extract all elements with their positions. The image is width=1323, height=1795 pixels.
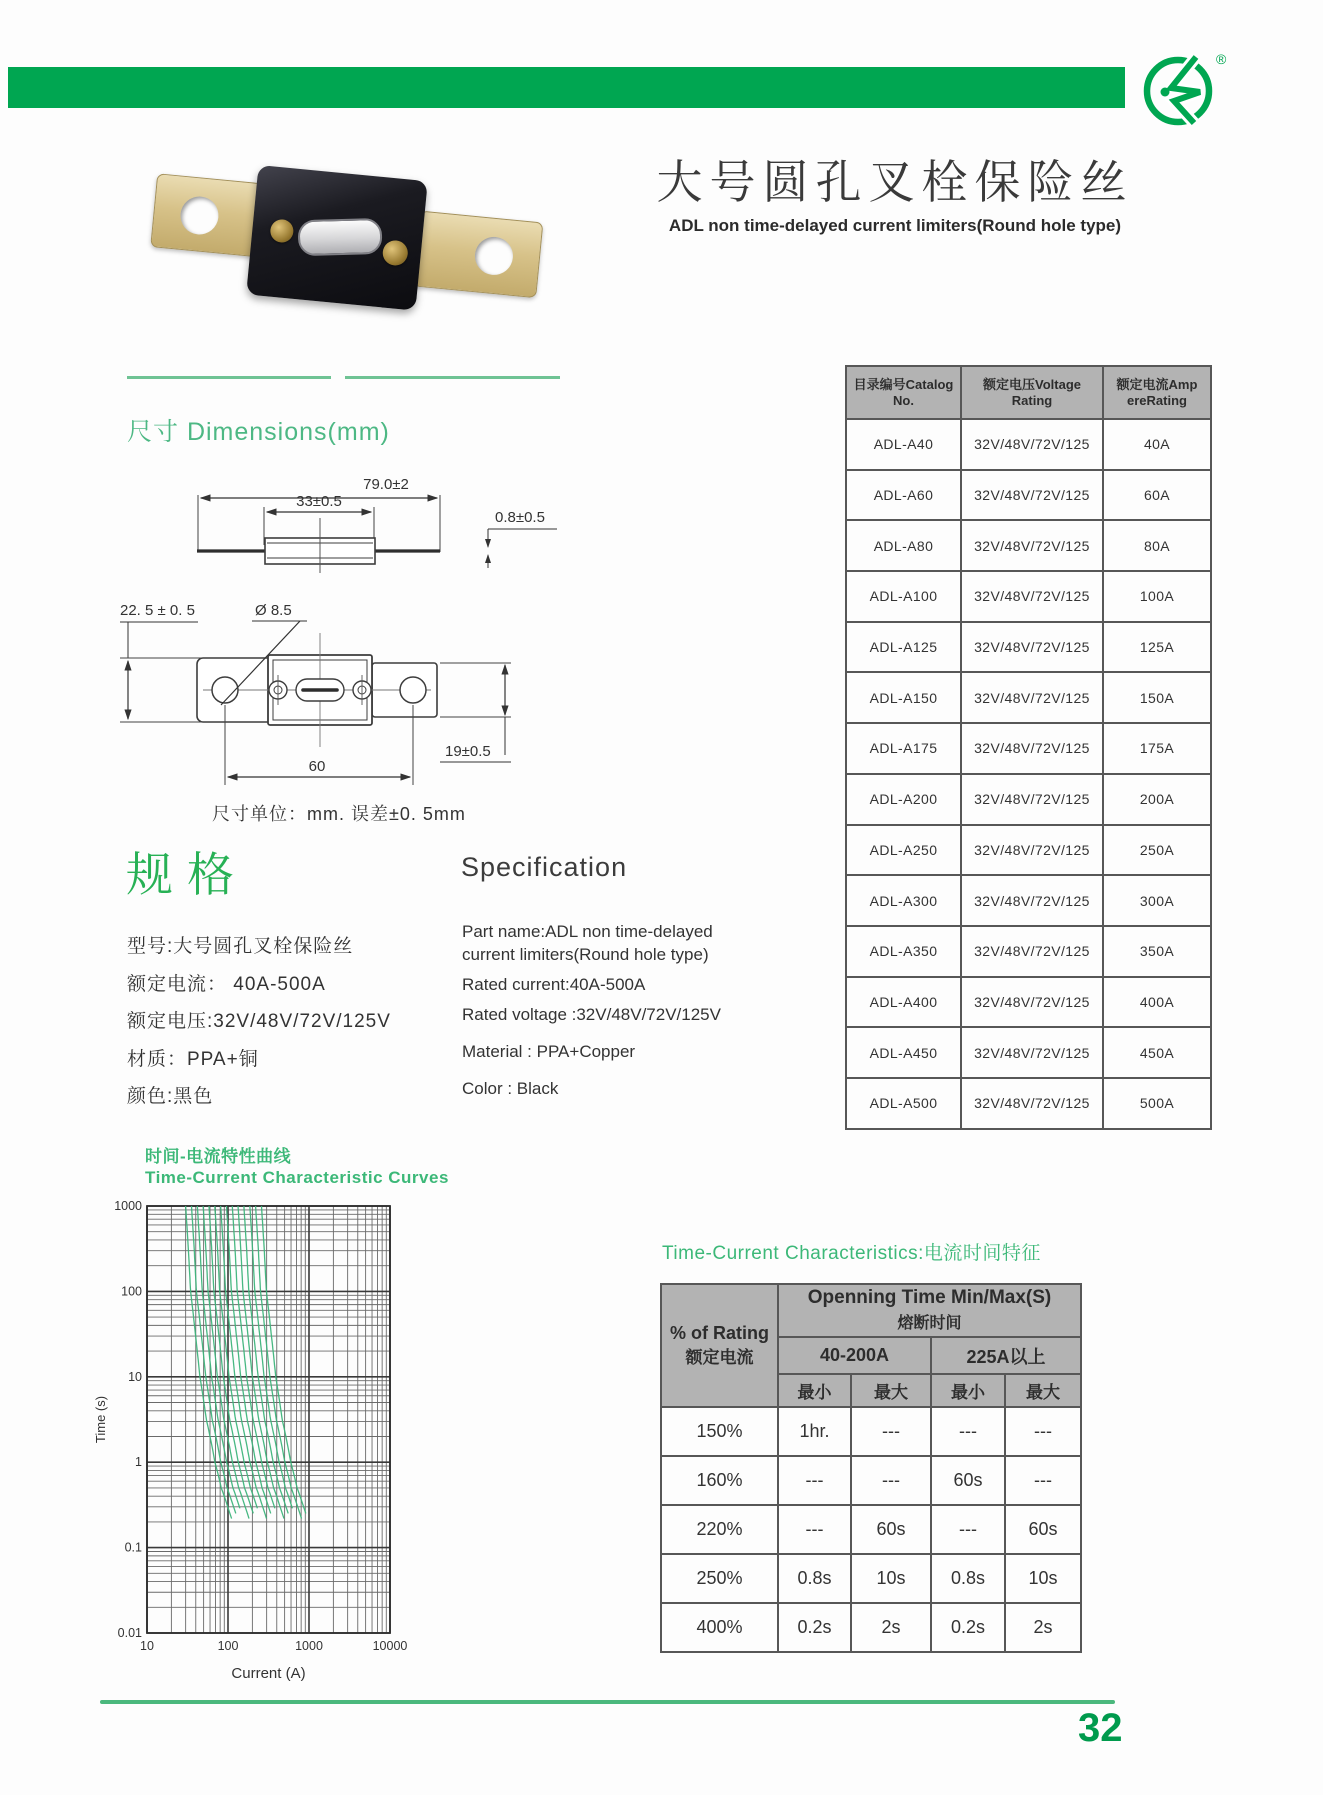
dimension-label-plate-width: 22. 5 ± 0. 5 bbox=[120, 602, 195, 619]
tcc-cell: 2s bbox=[851, 1603, 931, 1652]
catalog-amp: 100A bbox=[1103, 571, 1211, 622]
catalog-amp: 400A bbox=[1103, 977, 1211, 1028]
chart-heading-cn: 时间-电流特性曲线 bbox=[145, 1147, 292, 1166]
catalog-voltage: 32V/48V/72V/125 bbox=[961, 875, 1103, 926]
catalog-amp: 175A bbox=[1103, 723, 1211, 774]
table-row bbox=[846, 1078, 1211, 1129]
page-title-cn: 大号圆孔叉栓保险丝 bbox=[656, 156, 1134, 208]
catalog-model: ADL-A40 bbox=[846, 419, 961, 470]
tcc-header-max-2: 最大 bbox=[1005, 1374, 1081, 1407]
svg-text:1: 1 bbox=[135, 1455, 142, 1470]
catalog-voltage: 32V/48V/72V/125 bbox=[961, 926, 1103, 977]
tcc-cell: --- bbox=[931, 1505, 1005, 1554]
dimension-drawing bbox=[95, 455, 575, 805]
fuse-right-hole bbox=[473, 235, 514, 276]
catalog-voltage: 32V/48V/72V/125 bbox=[961, 672, 1103, 723]
tcc-percent: 400% bbox=[661, 1603, 778, 1652]
fuse-left-hole bbox=[179, 195, 220, 236]
y-axis-label: Time (s) bbox=[93, 1395, 108, 1444]
footer-divider bbox=[100, 1700, 1115, 1704]
table-row bbox=[846, 571, 1211, 622]
catalog-voltage: 32V/48V/72V/125 bbox=[961, 1027, 1103, 1078]
catalog-amp: 150A bbox=[1103, 672, 1211, 723]
catalog-voltage: 32V/48V/72V/125 bbox=[961, 723, 1103, 774]
table-row bbox=[846, 723, 1211, 774]
time-current-chart bbox=[85, 1193, 440, 1685]
catalog-amp: 500A bbox=[1103, 1078, 1211, 1129]
catalog-voltage: 32V/48V/72V/125 bbox=[961, 520, 1103, 571]
catalog-model: ADL-A350 bbox=[846, 926, 961, 977]
header-green-bar bbox=[8, 67, 1125, 108]
dimension-label-hole-pitch: 60 bbox=[308, 758, 326, 775]
divider-line bbox=[127, 376, 331, 379]
spec-cn-color: 颜色:黑色 bbox=[127, 1086, 214, 1107]
tcc-cell: 10s bbox=[851, 1554, 931, 1603]
catalog-voltage: 32V/48V/72V/125 bbox=[961, 1078, 1103, 1129]
fuse-window bbox=[298, 218, 383, 256]
svg-text:10000: 10000 bbox=[372, 1639, 408, 1653]
catalog-model: ADL-A60 bbox=[846, 470, 961, 521]
svg-text:1000: 1000 bbox=[295, 1639, 323, 1653]
dimensions-heading: 尺寸 Dimensions(mm) bbox=[127, 418, 390, 446]
tcc-header-rating: % of Rating 额定电流 bbox=[661, 1284, 778, 1407]
tcc-cell: --- bbox=[931, 1407, 1005, 1456]
table-row bbox=[846, 520, 1211, 571]
table-row bbox=[661, 1407, 1081, 1456]
svg-text:0.01: 0.01 bbox=[117, 1626, 142, 1640]
svg-text:0.1: 0.1 bbox=[124, 1540, 142, 1555]
catalog-amp: 200A bbox=[1103, 774, 1211, 825]
catalog-model: ADL-A150 bbox=[846, 672, 961, 723]
spec-en-color: Color : Black bbox=[462, 1079, 559, 1098]
catalog-model: ADL-A250 bbox=[846, 825, 961, 876]
catalog-voltage: 32V/48V/72V/125 bbox=[961, 419, 1103, 470]
catalog-amp: 60A bbox=[1103, 470, 1211, 521]
catalog-amp: 300A bbox=[1103, 875, 1211, 926]
catalog-model: ADL-A400 bbox=[846, 977, 961, 1028]
spec-cn-voltage: 额定电压:32V/48V/72V/125V bbox=[127, 1011, 391, 1032]
catalog-header-model: 目录编号Catalog No. bbox=[846, 366, 961, 419]
table-row bbox=[661, 1505, 1081, 1554]
catalog-header-row bbox=[846, 366, 1211, 419]
tcc-percent: 250% bbox=[661, 1554, 778, 1603]
catalog-amp: 80A bbox=[1103, 520, 1211, 571]
spec-en-lines bbox=[462, 920, 738, 1107]
spec-en-heading: Specification bbox=[461, 852, 628, 882]
tcc-cell: 0.2s bbox=[931, 1603, 1005, 1652]
tcc-header-max-1: 最大 bbox=[851, 1374, 931, 1407]
tcc-cell: --- bbox=[1005, 1456, 1081, 1505]
registered-mark: ® bbox=[1216, 51, 1227, 67]
spec-cn-model: 型号:大号圆孔叉栓保险丝 bbox=[127, 936, 354, 957]
tcc-percent: 220% bbox=[661, 1505, 778, 1554]
tcc-cell: 1hr. bbox=[778, 1407, 851, 1456]
catalog-amp: 450A bbox=[1103, 1027, 1211, 1078]
tcc-header-group-low: 40-200A bbox=[778, 1337, 931, 1374]
tcc-header-min-2: 最小 bbox=[931, 1374, 1005, 1407]
tcc-cell: 0.2s bbox=[778, 1603, 851, 1652]
tcc-percent: 150% bbox=[661, 1407, 778, 1456]
tcc-cell: 60s bbox=[851, 1505, 931, 1554]
tcc-cell: 10s bbox=[1005, 1554, 1081, 1603]
catalog-voltage: 32V/48V/72V/125 bbox=[961, 470, 1103, 521]
tcc-cell: --- bbox=[851, 1407, 931, 1456]
product-photo bbox=[146, 155, 547, 324]
tcc-header-opening-time: Openning Time Min/Max(S) 熔断时间 bbox=[778, 1284, 1081, 1337]
dimension-label-terminal-width: 19±0.5 bbox=[445, 743, 491, 760]
spec-cn-lines bbox=[127, 928, 391, 1116]
table-row bbox=[661, 1456, 1081, 1505]
tcc-cell: 60s bbox=[931, 1456, 1005, 1505]
catalog-model: ADL-A450 bbox=[846, 1027, 961, 1078]
catalog-model: ADL-A80 bbox=[846, 520, 961, 571]
table-row bbox=[846, 1027, 1211, 1078]
spec-en-part-name: Part name:ADL non time-delayed current limiters(Round hole type) bbox=[462, 922, 713, 964]
table-row bbox=[661, 1554, 1081, 1603]
tcc-cell: 0.8s bbox=[931, 1554, 1005, 1603]
table-row bbox=[846, 419, 1211, 470]
tcc-cell: --- bbox=[1005, 1407, 1081, 1456]
dimension-label-overall-length: 79.0±2 bbox=[363, 476, 409, 493]
tcc-cell: 0.8s bbox=[778, 1554, 851, 1603]
catalog-model: ADL-A125 bbox=[846, 622, 961, 673]
spec-cn-current: 额定电流： 40A-500A bbox=[127, 973, 326, 995]
svg-text:100: 100 bbox=[121, 1284, 142, 1299]
catalog-voltage: 32V/48V/72V/125 bbox=[961, 977, 1103, 1028]
tcc-heading: Time-Current Characteristics:电流时间特征 bbox=[662, 1243, 1041, 1264]
spec-cn-heading: 规格 bbox=[126, 848, 248, 901]
table-row bbox=[846, 470, 1211, 521]
tcc-header-group-high: 225A以上 bbox=[931, 1337, 1081, 1374]
logo-dot bbox=[1161, 88, 1170, 97]
catalog-amp: 250A bbox=[1103, 825, 1211, 876]
dimension-label-thickness: 0.8±0.5 bbox=[495, 509, 545, 526]
catalog-model: ADL-A175 bbox=[846, 723, 961, 774]
catalog-voltage: 32V/48V/72V/125 bbox=[961, 622, 1103, 673]
tcc-header-min-1: 最小 bbox=[778, 1374, 851, 1407]
catalog-amp: 40A bbox=[1103, 419, 1211, 470]
x-axis-label: Current (A) bbox=[231, 1665, 306, 1682]
chart-heading-en: Time-Current Characteristic Curves bbox=[145, 1168, 449, 1187]
divider-line bbox=[345, 376, 560, 379]
spec-cn-material: 材质：PPA+铜 bbox=[127, 1048, 259, 1070]
dimension-label-body-length: 33±0.5 bbox=[296, 493, 342, 510]
table-row bbox=[846, 672, 1211, 723]
tcc-cell: --- bbox=[851, 1456, 931, 1505]
catalog-header-amp: 额定电流Amp ereRating bbox=[1103, 366, 1211, 419]
svg-text:1000: 1000 bbox=[114, 1199, 142, 1213]
dimension-note: 尺寸单位：mm. 误差±0. 5mm bbox=[212, 804, 466, 824]
tcc-percent: 160% bbox=[661, 1456, 778, 1505]
table-row bbox=[846, 977, 1211, 1028]
catalog-header-voltage: 额定电压Voltage Rating bbox=[961, 366, 1103, 419]
tcc-cell: --- bbox=[778, 1505, 851, 1554]
fuse-right-terminal bbox=[413, 211, 544, 299]
tcc-cell: 60s bbox=[1005, 1505, 1081, 1554]
table-row bbox=[846, 926, 1211, 977]
spec-en-rated-voltage: Rated voltage :32V/48V/72V/125V bbox=[462, 1005, 721, 1024]
svg-text:10: 10 bbox=[140, 1639, 154, 1653]
table-row bbox=[846, 875, 1211, 926]
dimension-label-hole-dia: Ø 8.5 bbox=[255, 602, 292, 619]
table-row bbox=[846, 622, 1211, 673]
svg-text:100: 100 bbox=[217, 1639, 239, 1653]
svg-text:10: 10 bbox=[128, 1369, 142, 1384]
table-row bbox=[661, 1603, 1081, 1652]
tcc-header-row bbox=[661, 1284, 1081, 1337]
spec-en-material: Material : PPA+Copper bbox=[462, 1042, 636, 1061]
brand-logo-icon bbox=[1140, 46, 1238, 132]
tcc-table bbox=[660, 1283, 1082, 1653]
catalog-voltage: 32V/48V/72V/125 bbox=[961, 825, 1103, 876]
page-number: 32 bbox=[1078, 1706, 1123, 1750]
catalog-model: ADL-A200 bbox=[846, 774, 961, 825]
catalog-model: ADL-A500 bbox=[846, 1078, 961, 1129]
tcc-cell: 2s bbox=[1005, 1603, 1081, 1652]
catalog-voltage: 32V/48V/72V/125 bbox=[961, 571, 1103, 622]
catalog-voltage: 32V/48V/72V/125 bbox=[961, 774, 1103, 825]
tcc-cell: --- bbox=[778, 1456, 851, 1505]
chart-heading bbox=[145, 1146, 449, 1188]
catalog-amp: 350A bbox=[1103, 926, 1211, 977]
table-row bbox=[846, 825, 1211, 876]
page-title-en: ADL non time-delayed current limiters(Round hole type) bbox=[668, 216, 1122, 235]
table-row bbox=[846, 774, 1211, 825]
catalog-amp: 125A bbox=[1103, 622, 1211, 673]
catalog-table bbox=[845, 365, 1212, 1130]
spec-en-rated-current: Rated current:40A-500A bbox=[462, 975, 646, 994]
catalog-model: ADL-A300 bbox=[846, 875, 961, 926]
catalog-model: ADL-A100 bbox=[846, 571, 961, 622]
